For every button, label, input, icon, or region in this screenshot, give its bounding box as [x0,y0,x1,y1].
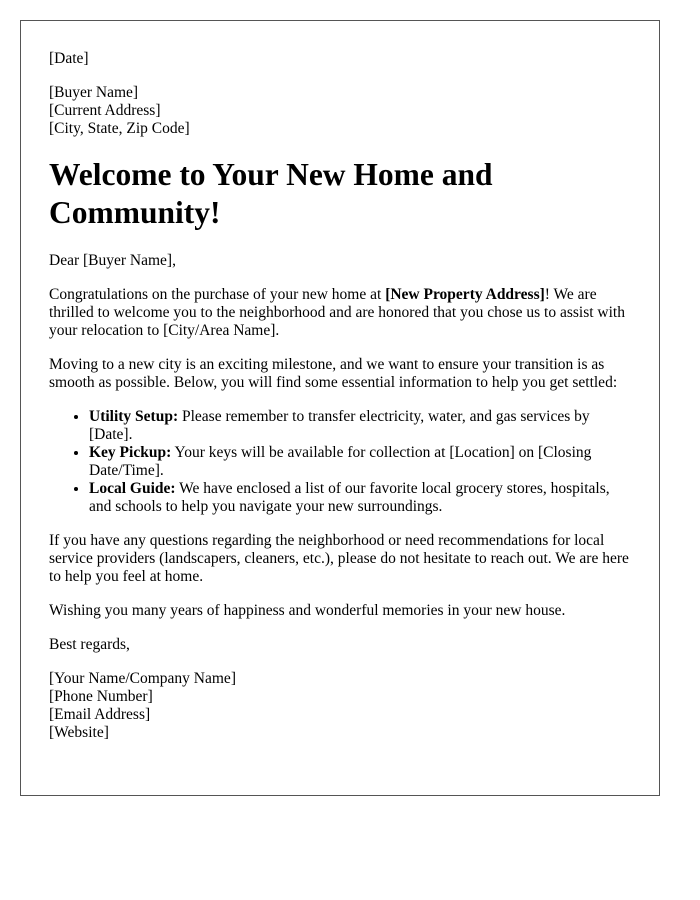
list-item-utility [89,408,631,444]
list-item-text: Please remember to transfer electricity, water, and gas services by [Date]. [89,408,590,443]
info-list [49,408,631,516]
city-state-zip: [City, State, Zip Code] [49,120,190,137]
letter-title: Welcome to Your New Home and Community! [49,157,493,230]
para1-after: ! We are thrilled to welcome you to the neighborhood and are honored that you chose us to assist with your relocation to [City/Area Name]. [49,286,625,339]
paragraph-questions: If you have any questions regarding the neighborhood or need recommendations for local service providers (landscapers, cleaners, etc.), please do not hesitate to reach out. We are here to help you feel at home. [49,532,629,585]
paragraph-moving: Moving to a new city is an exciting milestone, and we want to ensure your transition is as smooth as possible. Below, you will find some essential information to help you get settled: [49,356,618,391]
list-item-text: We have enclosed a list of our favorite local grocery stores, hospitals, and schools to help you navigate your new surroundings. [89,480,610,515]
list-item-local-guide [89,480,631,516]
signature-phone: [Phone Number] [49,688,153,705]
recipient-address-block [49,84,631,138]
new-property-address: [New Property Address] [385,286,545,303]
buyer-name: [Buyer Name] [49,84,139,101]
signature-website: [Website] [49,724,109,741]
letter-date: [Date] [49,50,89,67]
list-item-label: Local Guide: [89,480,176,497]
signature-email: [Email Address] [49,706,151,723]
list-item-label: Key Pickup: [89,444,172,461]
paragraph-wishes: Wishing you many years of happiness and wonderful memories in your new house. [49,602,566,619]
list-item-label: Utility Setup: [89,408,179,425]
list-item-key-pickup [89,444,631,480]
signature-name: [Your Name/Company Name] [49,670,236,687]
paragraph-congratulations [49,286,631,340]
closing: Best regards, [49,636,130,653]
para1-before: Congratulations on the purchase of your new home at [49,286,386,303]
current-address: [Current Address] [49,102,161,119]
signature-block [49,670,631,742]
letter-document [20,20,660,796]
list-item-text: Your keys will be available for collection at [Location] on [Closing Date/Time]. [89,444,592,479]
salutation: Dear [Buyer Name], [49,252,176,269]
